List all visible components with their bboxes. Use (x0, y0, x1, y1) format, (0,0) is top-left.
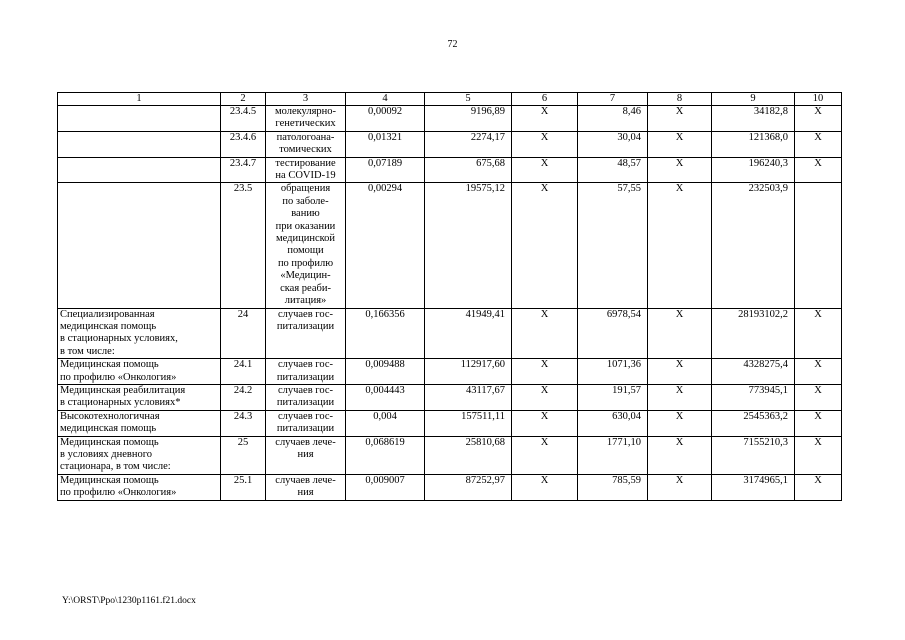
table-cell: Х (795, 308, 842, 359)
table-cell: Х (795, 359, 842, 385)
table-cell: 9196,89 (425, 106, 512, 132)
table-cell: 0,00092 (346, 106, 425, 132)
table-cell: 25.1 (221, 474, 266, 500)
table-row (58, 308, 842, 359)
table-cell: 1071,36 (578, 359, 648, 385)
table-cell: Х (512, 410, 578, 436)
table-cell (58, 157, 221, 183)
table-cell: 28193102,2 (712, 308, 795, 359)
data-table (57, 92, 842, 501)
table-cell: Специализированная медицинская помощь в стационарных условиях, в том числе: (58, 308, 221, 359)
column-header: 5 (425, 93, 512, 106)
table-cell: 48,57 (578, 157, 648, 183)
table-cell: Х (795, 106, 842, 132)
table-cell: 0,004443 (346, 384, 425, 410)
table-cell: Х (512, 308, 578, 359)
table-cell: 157511,11 (425, 410, 512, 436)
table-cell: 0,07189 (346, 157, 425, 183)
column-header: 7 (578, 93, 648, 106)
table-cell: 630,04 (578, 410, 648, 436)
column-header: 8 (648, 93, 712, 106)
table-row (58, 157, 842, 183)
table-cell: 23.4.6 (221, 131, 266, 157)
table-cell: Х (512, 384, 578, 410)
table-cell: случаев гос- питализации (266, 410, 346, 436)
table-cell: 675,68 (425, 157, 512, 183)
table-cell: 196240,3 (712, 157, 795, 183)
table-row (58, 436, 842, 474)
table-cell: Х (648, 474, 712, 500)
table-cell: Х (795, 410, 842, 436)
table-cell: 19575,12 (425, 183, 512, 308)
footer-file-path: Y:\ORST\Ppo\1230p1161.f21.docx (62, 596, 196, 606)
column-header: 3 (266, 93, 346, 106)
table-cell: 7155210,3 (712, 436, 795, 474)
table-cell: Х (795, 157, 842, 183)
table-cell: 87252,97 (425, 474, 512, 500)
table-cell (58, 106, 221, 132)
table-cell: Х (648, 183, 712, 308)
table-cell: Медицинская помощь по профилю «Онкология» (58, 359, 221, 385)
table-cell: обращения по заболе- ванию при оказании медицинской помощи по профилю «Медицин- ская реаби- литация» (266, 183, 346, 308)
column-header: 4 (346, 93, 425, 106)
table-cell: Высокотехнологичная медицинская помощь (58, 410, 221, 436)
table-cell: тестирование на COVID-19 (266, 157, 346, 183)
table-cell: Х (648, 410, 712, 436)
table-cell: случаев гос- питализации (266, 359, 346, 385)
table-cell (58, 183, 221, 308)
table-cell: случаев лече- ния (266, 474, 346, 500)
table-cell: 121368,0 (712, 131, 795, 157)
table-cell: 24.1 (221, 359, 266, 385)
column-header: 10 (795, 93, 842, 106)
table-cell: 0,166356 (346, 308, 425, 359)
table-row (58, 474, 842, 500)
table-cell: 112917,60 (425, 359, 512, 385)
table-cell: Х (512, 106, 578, 132)
table-cell: Х (648, 436, 712, 474)
table-cell: Х (512, 474, 578, 500)
table-cell: 41949,41 (425, 308, 512, 359)
table-cell: Х (512, 183, 578, 308)
table-row (58, 183, 842, 308)
table-cell (58, 131, 221, 157)
table-cell: 57,55 (578, 183, 648, 308)
table-cell: Медицинская реабилитация в стационарных условиях* (58, 384, 221, 410)
table-cell: 6978,54 (578, 308, 648, 359)
table-cell: 24 (221, 308, 266, 359)
table-cell: Медицинская помощь в условиях дневного стационара, в том числе: (58, 436, 221, 474)
table-cell: 24.2 (221, 384, 266, 410)
table-row (58, 359, 842, 385)
column-header: 1 (58, 93, 221, 106)
table-cell: патологоана- томических (266, 131, 346, 157)
table-cell: 1771,10 (578, 436, 648, 474)
table-row (58, 106, 842, 132)
table-cell: 0,009488 (346, 359, 425, 385)
table-row (58, 410, 842, 436)
table-cell: 34182,8 (712, 106, 795, 132)
table-cell: Х (512, 436, 578, 474)
table-cell: Х (795, 384, 842, 410)
table-cell: Х (648, 131, 712, 157)
table-cell: 2545363,2 (712, 410, 795, 436)
table-cell: Х (512, 359, 578, 385)
table-cell: случаев гос- питализации (266, 384, 346, 410)
table-cell: 30,04 (578, 131, 648, 157)
table-cell: 0,004 (346, 410, 425, 436)
column-header: 6 (512, 93, 578, 106)
table-cell: Х (648, 308, 712, 359)
table-cell: Х (648, 106, 712, 132)
table-cell: Х (648, 384, 712, 410)
table-cell: 0,009007 (346, 474, 425, 500)
table-cell: Х (795, 131, 842, 157)
table-cell: Х (795, 436, 842, 474)
table-cell: 191,57 (578, 384, 648, 410)
table-cell: 0,068619 (346, 436, 425, 474)
table-cell: молекулярно- генетических (266, 106, 346, 132)
table-cell: Х (648, 359, 712, 385)
table-cell: 0,01321 (346, 131, 425, 157)
table-cell: 43117,67 (425, 384, 512, 410)
table-cell: Медицинская помощь по профилю «Онкология» (58, 474, 221, 500)
table-row (58, 384, 842, 410)
table-row (58, 131, 842, 157)
table-cell: 25 (221, 436, 266, 474)
page-number: 72 (447, 39, 458, 50)
table-cell: Х (795, 474, 842, 500)
table-cell: 8,46 (578, 106, 648, 132)
table-cell: случаев лече- ния (266, 436, 346, 474)
table-cell: Х (512, 157, 578, 183)
column-header: 2 (221, 93, 266, 106)
table-cell: 23.4.7 (221, 157, 266, 183)
table-cell: 773945,1 (712, 384, 795, 410)
table-cell: 2274,17 (425, 131, 512, 157)
table-header-row (58, 93, 842, 106)
table-cell: 0,00294 (346, 183, 425, 308)
table-cell: Х (648, 157, 712, 183)
table-cell: 24.3 (221, 410, 266, 436)
table-cell: 23.5 (221, 183, 266, 308)
table-cell: 25810,68 (425, 436, 512, 474)
table-cell: 23.4.5 (221, 106, 266, 132)
table-cell: 3174965,1 (712, 474, 795, 500)
table-cell (795, 183, 842, 308)
table-cell: Х (512, 131, 578, 157)
table-cell: 4328275,4 (712, 359, 795, 385)
table-cell: 785,59 (578, 474, 648, 500)
table-cell: случаев гос- питализации (266, 308, 346, 359)
table-cell: 232503,9 (712, 183, 795, 308)
column-header: 9 (712, 93, 795, 106)
